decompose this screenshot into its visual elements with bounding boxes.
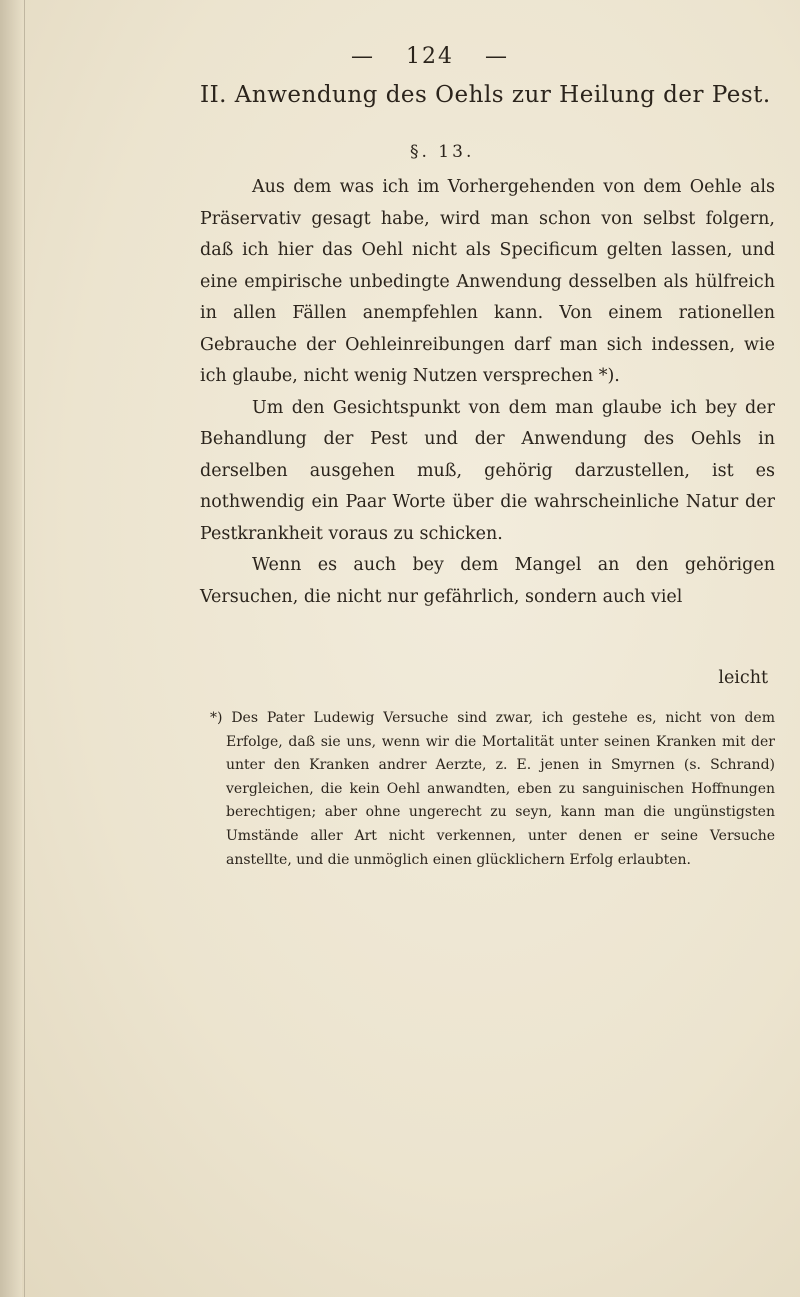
section-number: §. 13. <box>410 142 475 162</box>
paragraph: Um den Gesichtspunkt von dem man glaube ich bey der Behandlung der Pest und der Anwendung des Oehls in derselben ausgehen muß, gehörig darzustellen, ist es nothwendig ein Paar Worte über die wahrscheinliche Natur der Pestkrankheit voraus zu schicken. <box>200 397 775 544</box>
body-text <box>200 172 775 613</box>
page-number: 124 <box>406 44 454 69</box>
catchword: leicht <box>718 668 768 688</box>
header-dash-right: — <box>485 44 509 69</box>
header-dash-left: — <box>351 44 375 69</box>
paragraph: Aus dem was ich im Vorhergehenden von dem Oehle als Präservativ gesagt habe, wird man schon von selbst folgern, daß ich hier das Oehl nicht als Specificum gelten lassen, und eine empirische unbedingte Anwendung desselben als hülfreich in allen Fällen anempfehlen kann. Von einem rationellen Gebrauche der Oehleinreibungen darf man sich indessen, wie ich glaube, nicht wenig Nutzen versprechen *). <box>200 177 775 386</box>
paragraph: Wenn es auch bey dem Mangel an den gehörigen Versuchen, die nicht nur gefährlich, sondern auch viel <box>200 555 775 607</box>
page-header <box>330 44 530 69</box>
chapter-title: II. Anwendung des Oehls zur Heilung der Pest. <box>200 82 771 108</box>
footnote <box>200 707 775 872</box>
book-binding-edge <box>0 0 22 1297</box>
page-edge-line <box>24 0 25 1297</box>
footnote-text: *) Des Pater Ludewig Versuche sind zwar, ich gestehe es, nicht von dem Erfolge, daß sie uns, wenn wir die Mortalität unter seinen Kranken mit der unter den Kranken andrer Aerzte, z. E. jenen in Smyrnen (s. Schrand) vergleichen, die kein Oehl anwandten, eben zu sanguinischen Hoffnungen berechtigen; aber ohne ungerecht zu seyn, kann man die ungünstigsten Umstände aller Art nicht verkennen, unter denen er seine Versuche anstellte, und die unmöglich einen glücklichern Erfolg erlaubten. <box>210 710 775 868</box>
